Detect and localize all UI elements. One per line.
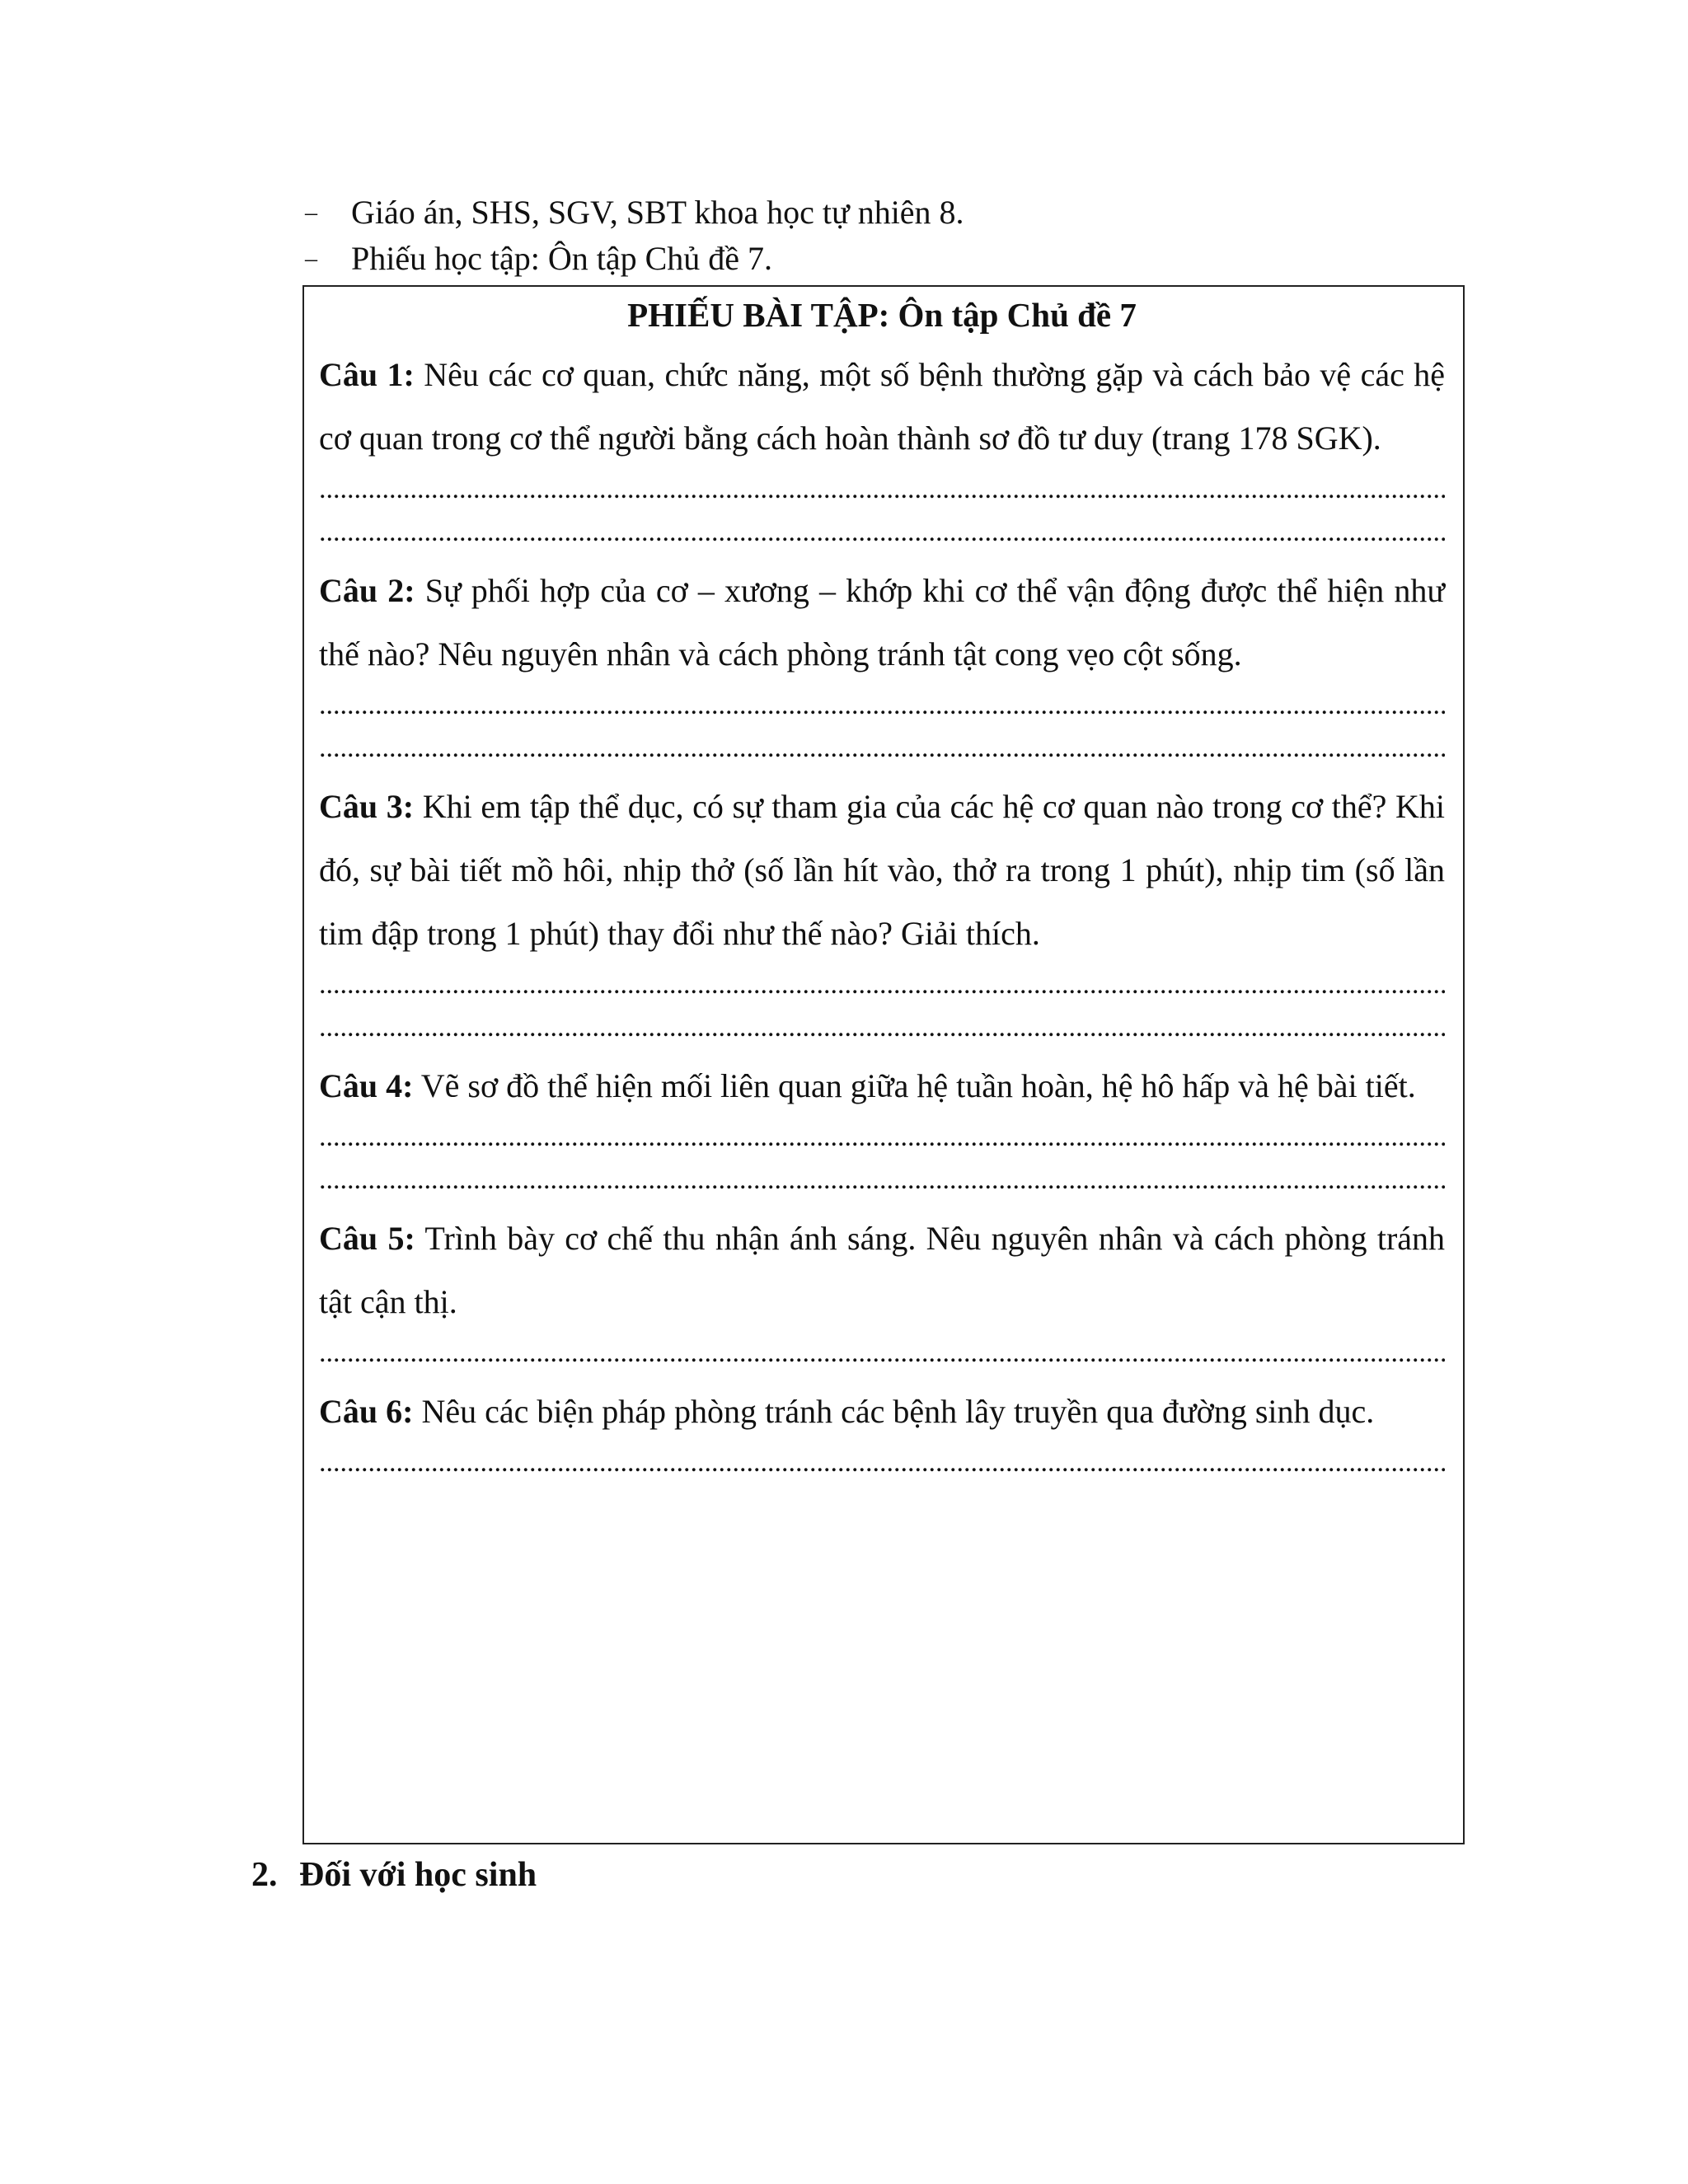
materials-item xyxy=(305,190,1459,236)
worksheet-title: PHIẾU BÀI TẬP: Ôn tập Chủ đề 7 xyxy=(627,296,1137,334)
answer-line[interactable] xyxy=(319,516,1445,559)
answer-line[interactable] xyxy=(319,732,1445,775)
section-number: 2. xyxy=(251,1856,278,1894)
question-text: Vẽ sơ đồ thể hiện mối liên quan giữa hệ tuần hoàn, hệ hô hấp và hệ bài tiết. xyxy=(420,1067,1416,1104)
section-heading xyxy=(251,1850,537,1900)
question-label: Câu 6: xyxy=(319,1393,414,1430)
question-text: Trình bày cơ chế thu nhận ánh sáng. Nêu nguyên nhân và cách phòng tránh tật cận thị. xyxy=(319,1220,1446,1320)
question-6 xyxy=(319,1380,1445,1443)
question-label: Câu 4: xyxy=(319,1067,414,1104)
question-3 xyxy=(319,775,1445,965)
answer-line[interactable] xyxy=(319,689,1445,732)
question-1 xyxy=(319,343,1445,470)
answer-line[interactable] xyxy=(319,1011,1445,1054)
answer-line[interactable] xyxy=(319,1337,1445,1380)
question-text: Nêu các biện pháp phòng tránh các bệnh lây truyền qua đường sinh dục. xyxy=(421,1393,1375,1430)
question-label: Câu 2: xyxy=(319,572,415,609)
question-label: Câu 5: xyxy=(319,1220,415,1257)
answer-line[interactable] xyxy=(319,1446,1445,1489)
materials-list xyxy=(305,190,1459,282)
worksheet-box xyxy=(302,285,1465,1844)
answer-line[interactable] xyxy=(319,473,1445,516)
question-label: Câu 1: xyxy=(319,356,415,393)
question-text: Nêu các cơ quan, chức năng, một số bệnh thường gặp và cách bảo vệ các hệ cơ quan trong cơ thể người bằng cách hoàn thành sơ đồ tư duy (trang 178 SGK). xyxy=(319,356,1445,457)
materials-item-text: Phiếu học tập: Ôn tập Chủ đề 7. xyxy=(351,240,773,277)
question-5 xyxy=(319,1207,1445,1333)
answer-line[interactable] xyxy=(319,1164,1445,1207)
question-text: Sự phối hợp của cơ – xương – khớp khi cơ thể vận động được thể hiện như thế nào? Nêu nguyên nhân và cách phòng tránh tật cong vẹo cột sống. xyxy=(319,572,1446,673)
answer-line[interactable] xyxy=(319,968,1445,1011)
question-4 xyxy=(319,1054,1445,1118)
question-text: Khi em tập thể dục, có sự tham gia của các hệ cơ quan nào trong cơ thể? Khi đó, sự bài tiết mồ hôi, nhịp thở (số lần hít vào, thở ra trong 1 phút), nhịp tim (số lần tim đập trong 1 phút) thay đổi như thế nào? Giải thích. xyxy=(319,788,1445,952)
bullet-dash: – xyxy=(305,199,317,226)
question-2 xyxy=(319,559,1445,686)
question-label: Câu 3: xyxy=(319,788,415,825)
bullet-dash: – xyxy=(305,245,317,272)
section-title: Đối với học sinh xyxy=(299,1856,537,1894)
answer-line[interactable] xyxy=(319,1121,1445,1164)
materials-item-text: Giáo án, SHS, SGV, SBT khoa học tự nhiên 8. xyxy=(351,194,964,231)
materials-item xyxy=(305,236,1459,282)
